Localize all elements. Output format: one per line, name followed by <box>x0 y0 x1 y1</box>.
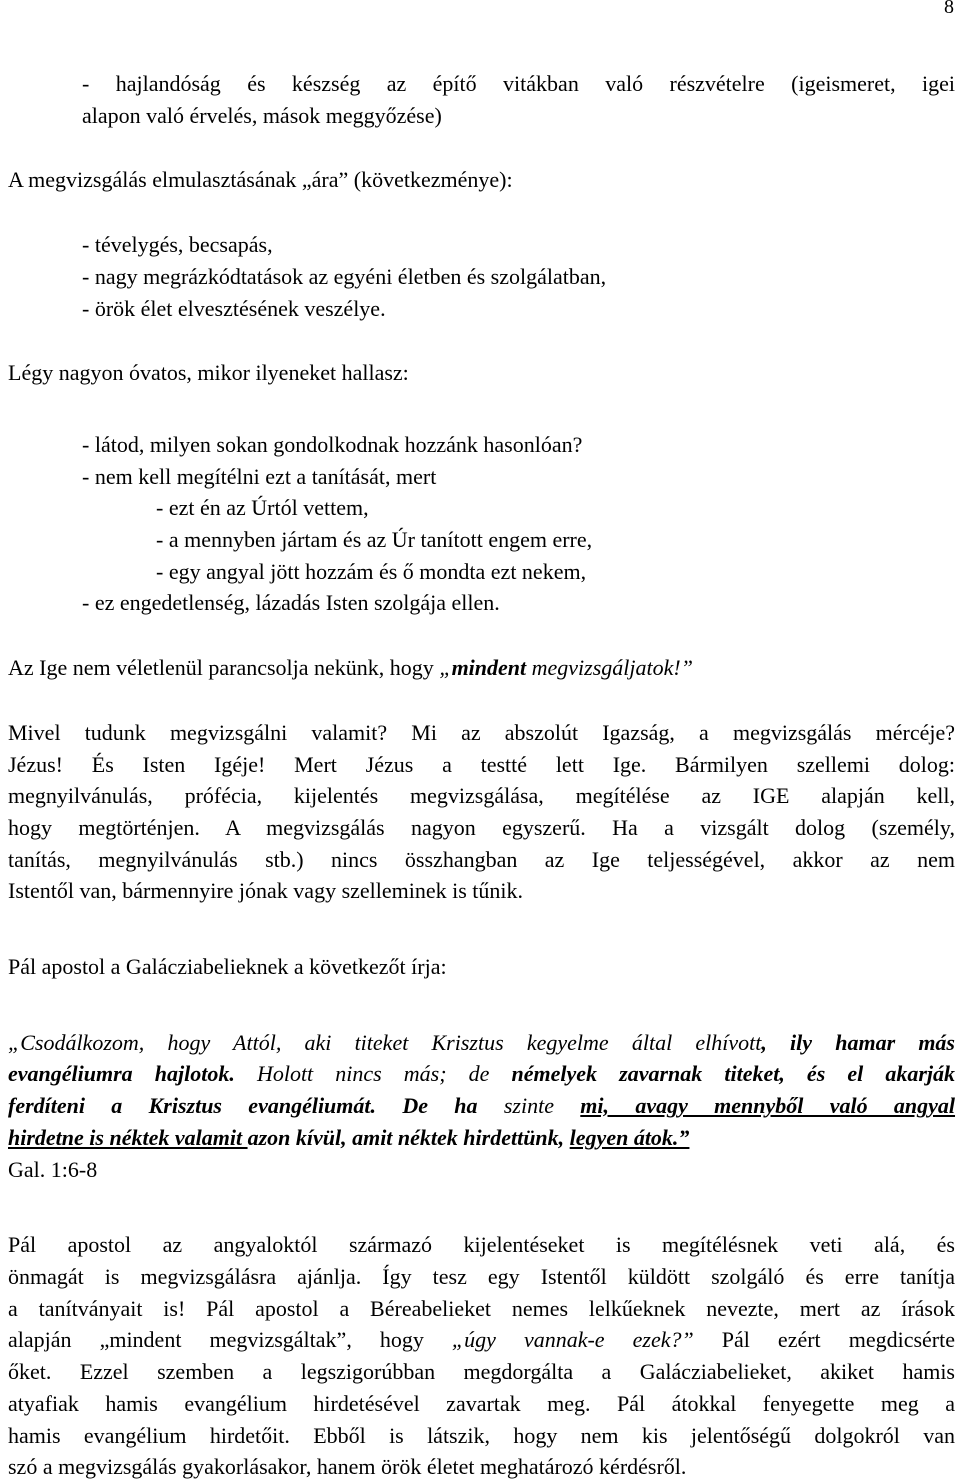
bullet-line-continued: alapon való érvelés, mások meggyőzése) <box>82 102 442 128</box>
paragraph-line: a tanítványait is! Pál apostol a Béreabelieket nemes lelkűeknek nevezte, mert az írások <box>8 1295 955 1321</box>
paragraph-line: Pál apostol az angyaloktól származó kijelentéseket is megítélésnek veti alá, és <box>8 1232 955 1258</box>
quote-line <box>8 1090 955 1122</box>
list-item: - örök élet elvesztésének veszélye. <box>82 295 386 321</box>
consequence-list <box>8 229 955 324</box>
command-bold-word: mindent <box>451 655 527 681</box>
caution-heading: Légy nagyon óvatos, mikor ilyeneket hallasz: <box>8 360 409 386</box>
command-rest: megvizsgáljatok! <box>526 655 681 681</box>
quote-segment: Holott nincs más; de <box>234 1061 512 1087</box>
quote-segment: De ha <box>376 1093 478 1119</box>
sub-list-item: - ezt én az Úrtól vettem, <box>156 495 369 521</box>
quote-segment: , ily hamar más <box>761 1029 955 1055</box>
quote-segment: hirdetne is néktek valamit <box>8 1124 248 1150</box>
quote-segment: azon kívül, amit néktek hirdettünk, <box>247 1124 570 1150</box>
paragraph-line: hamis evangélium hirdetőit. Ebből is látszik, hogy nem kis jelentőségű dolgokról van <box>8 1422 955 1448</box>
paragraph-line: Mivel tudunk megvizsgálni valamit? Mi az abszolút Igazság, a megvizsgálás mércéje? <box>8 719 955 745</box>
line-segment: „úgy vannak-e ezek?” <box>451 1327 694 1353</box>
sub-list-item: - egy angyal jött hozzám és ő mondta ezt nekem, <box>156 558 587 584</box>
truth-paragraph <box>8 717 955 907</box>
quote-line <box>8 1122 955 1154</box>
paul-intro: Pál apostol a Galácziabelieknek a következőt írja: <box>8 954 447 980</box>
quote-line <box>8 1058 955 1090</box>
command-quote-close: ” <box>680 655 693 681</box>
paragraph-line: szó a megvizsgálás gyakorlásakor, hanem örök életet meghatározó kérdésről. <box>8 1454 687 1480</box>
list-item: - tévelygés, becsapás, <box>82 232 273 258</box>
line-segment: Pál ezért megdicsérte <box>693 1327 955 1353</box>
paragraph-line: Istentől van, bármennyire jónak vagy szelleminek is tűnik. <box>8 878 524 904</box>
quote-segment: mi, avagy mennyből való angyal <box>580 1093 956 1119</box>
quote-segment: legyen átok.” <box>569 1124 690 1150</box>
quote-segment: némelyek zavarnak titeket, és el akarják <box>511 1061 956 1087</box>
page-number: 8 <box>944 0 954 18</box>
quote-segment: szinte <box>477 1093 581 1119</box>
paragraph-line: hogy megtörténjen. A megvizsgálás nagyon egyszerű. Ha a vizsgált dolog (személy, <box>8 814 955 840</box>
list-item: - nagy megrázkódtatások az egyéni életben és szolgálatban, <box>82 263 607 289</box>
paragraph-line: megnyilvánulás, prófécia, kijelentés megvizsgálása, megítélése az IGE alapján kell, <box>8 783 955 809</box>
paragraph-line: önmagát is megvizsgálásra ajánlja. Így tesz egy Istentől küldött szolgáló és erre tanítja <box>8 1263 955 1289</box>
angels-paragraph <box>8 1229 955 1483</box>
caution-list <box>8 429 955 619</box>
quote-segment: ferdíteni a Krisztus evangéliumát. <box>8 1093 377 1119</box>
paragraph-line: atyafiak hamis evangélium hirdetésével zavartak meg. Pál átokkal fenyegette meg a <box>8 1390 955 1416</box>
command-sentence <box>8 652 955 684</box>
quote-reference: Gal. 1:6-8 <box>8 1156 98 1182</box>
command-quote-open: „ <box>439 655 452 681</box>
quote-line <box>8 1027 955 1059</box>
price-heading: A megvizsgálás elmulasztásának „ára” (következménye): <box>8 167 513 193</box>
document-body <box>8 68 955 1483</box>
bullet-line: - hajlandóság és készség az építő vitákban való részvételre (igeismeret, igei <box>82 71 955 96</box>
quote-segment: „Csodálkozom, hogy Attól, aki titeket Krisztus kegyelme által elhívott <box>8 1029 762 1055</box>
list-item: - látod, milyen sokan gondolkodnak hozzánk hasonlóan? <box>82 431 583 457</box>
bullet-intro <box>8 68 955 131</box>
paragraph-line <box>8 1324 955 1356</box>
paragraph-line: tanítás, megnyilvánulás stb.) nincs összhangban az Ige teljességével, akkor az nem <box>8 846 955 872</box>
command-prefix: Az Ige nem véletlenül parancsolja nekünk, hogy <box>8 655 440 681</box>
quote-segment: evangéliumra hajlotok. <box>8 1061 235 1087</box>
paragraph-line: őket. Ezzel szemben a legszigorúbban megdorgálta a Galácziabelieket, akiket hamis <box>8 1359 955 1385</box>
sub-list-item: - a mennyben jártam és az Úr tanított engem erre, <box>156 527 593 553</box>
paragraph-line: Jézus! És Isten Igéje! Mert Jézus a testté lett Ige. Bármilyen szellemi dolog: <box>8 751 955 777</box>
list-item: - nem kell megítélni ezt a tanítását, mert <box>82 463 437 489</box>
line-segment: alapján „mindent megvizsgáltak”, hogy <box>8 1327 452 1353</box>
scripture-quote <box>8 1027 955 1186</box>
list-item: - ez engedetlenség, lázadás Isten szolgája ellen. <box>82 590 500 616</box>
